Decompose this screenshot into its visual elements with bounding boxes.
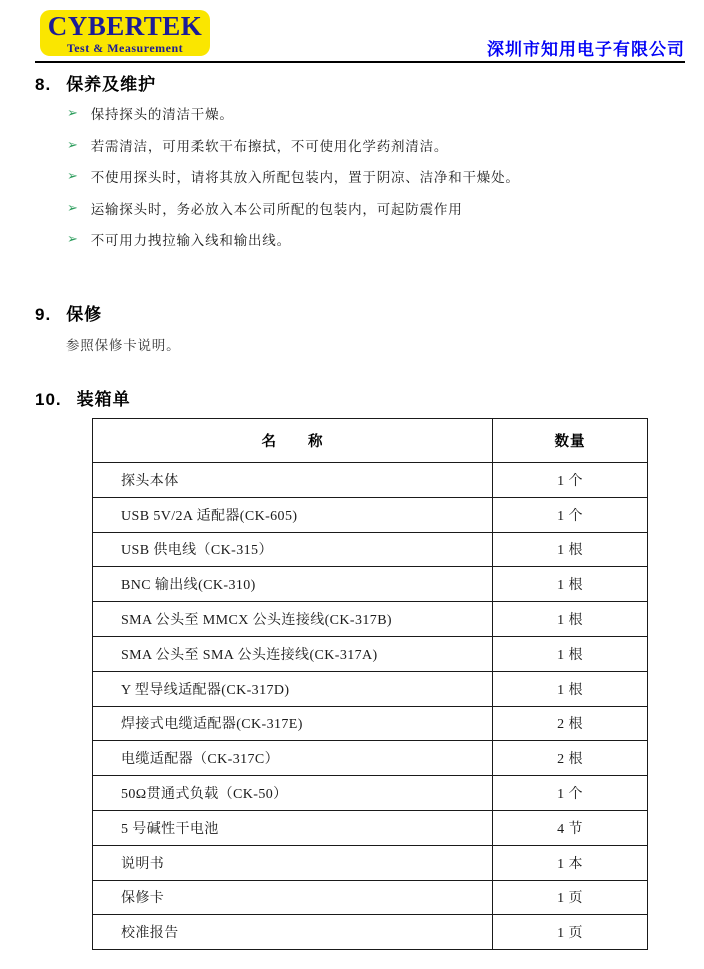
section-title: 装箱单 [76, 390, 131, 409]
warranty-body-text: 参照保修卡说明。 [66, 338, 181, 353]
section-title: 保修 [66, 305, 103, 324]
item-quantity-cell: 2 根 [493, 741, 648, 776]
item-name-cell: 5 号碱性干电池 [93, 810, 493, 845]
maintenance-bullet-item [67, 168, 520, 200]
item-name-cell: 校准报告 [93, 915, 493, 950]
item-quantity-cell: 1 根 [493, 567, 648, 602]
item-quantity-cell: 1 个 [493, 463, 648, 498]
item-name-cell: 50Ω贯通式负载（CK-50） [93, 776, 493, 811]
item-quantity-cell: 4 节 [493, 810, 648, 845]
item-quantity-cell: 1 个 [493, 497, 648, 532]
logo-title: CYBERTEK [47, 10, 203, 41]
qty-column-header: 数量 [493, 419, 648, 463]
bullet-text: 保持探头的清洁干燥。 [90, 107, 234, 122]
table-row [93, 497, 648, 532]
table-row [93, 706, 648, 741]
arrow-bullet-icon: ➢ [67, 232, 79, 247]
maintenance-bullet-item [67, 105, 520, 137]
company-name: 深圳市知用电子有限公司 [487, 40, 685, 59]
item-quantity-cell: 1 个 [493, 776, 648, 811]
table-row [93, 602, 648, 637]
item-name-cell: 保修卡 [93, 880, 493, 915]
item-quantity-cell: 1 本 [493, 845, 648, 880]
arrow-bullet-icon: ➢ [67, 137, 79, 153]
item-name-cell: 说明书 [93, 845, 493, 880]
bullet-text: 若需清洁，可用柔软干布擦拭，不可使用化学药剂清洁。 [90, 138, 449, 154]
item-name-cell: 焊接式电缆适配器(CK-317E) [93, 706, 493, 741]
item-name-cell: SMA 公头至 SMA 公头连接线(CK-317A) [93, 636, 493, 671]
arrow-bullet-icon: ➢ [67, 200, 79, 216]
table-row [93, 776, 648, 811]
arrow-bullet-icon: ➢ [67, 106, 79, 121]
bullet-text: 运输探头时，务必放入本公司所配的包装内，可起防震作用 [90, 201, 463, 217]
logo-subtitle: Test & Measurement [66, 40, 184, 55]
maintenance-bullet-item [67, 200, 520, 232]
table-row [93, 880, 648, 915]
maintenance-bullet-item [67, 137, 520, 169]
bullet-text: 不使用探头时，请将其放入所配包装内，置于阴凉、洁净和干燥处。 [90, 170, 520, 185]
table-row [93, 567, 648, 602]
section-number: 9. [35, 305, 52, 324]
cybertek-logo [40, 10, 210, 56]
item-quantity-cell: 1 页 [493, 915, 648, 950]
section-heading-warranty [35, 300, 102, 325]
table-row [93, 741, 648, 776]
item-name-cell: 探头本体 [93, 463, 493, 498]
item-name-cell: USB 5V/2A 适配器(CK-605) [93, 497, 493, 532]
item-quantity-cell: 1 页 [493, 880, 648, 915]
table-row [93, 636, 648, 671]
maintenance-bullet-item [67, 231, 520, 263]
table-row [93, 915, 648, 950]
section-heading-maintenance [35, 70, 156, 95]
maintenance-list [67, 105, 520, 263]
item-name-cell: BNC 输出线(CK-310) [93, 567, 493, 602]
item-quantity-cell: 1 根 [493, 532, 648, 567]
table-row [93, 671, 648, 706]
item-name-cell: Y 型导线适配器(CK-317D) [93, 671, 493, 706]
packing-list-table [92, 418, 648, 950]
section-title: 保养及维护 [66, 75, 157, 94]
packing-table-body [93, 463, 648, 950]
table-row [93, 463, 648, 498]
section-number: 8. [35, 75, 52, 94]
bullet-text: 不可用力拽拉输入线和输出线。 [90, 233, 291, 248]
name-column-header: 名 称 [93, 419, 493, 463]
item-name-cell: SMA 公头至 MMCX 公头连接线(CK-317B) [93, 602, 493, 637]
section-heading-packing-list [35, 385, 131, 410]
item-quantity-cell: 2 根 [493, 706, 648, 741]
item-name-cell: 电缆适配器（CK-317C） [93, 741, 493, 776]
table-row [93, 532, 648, 567]
item-quantity-cell: 1 根 [493, 602, 648, 637]
item-quantity-cell: 1 根 [493, 671, 648, 706]
table-row [93, 845, 648, 880]
section-number: 10. [35, 390, 62, 409]
arrow-bullet-icon: ➢ [67, 169, 79, 184]
table-header-row [93, 419, 648, 463]
item-quantity-cell: 1 根 [493, 636, 648, 671]
table-row [93, 810, 648, 845]
header-divider [35, 61, 685, 63]
item-name-cell: USB 供电线（CK-315） [93, 532, 493, 567]
